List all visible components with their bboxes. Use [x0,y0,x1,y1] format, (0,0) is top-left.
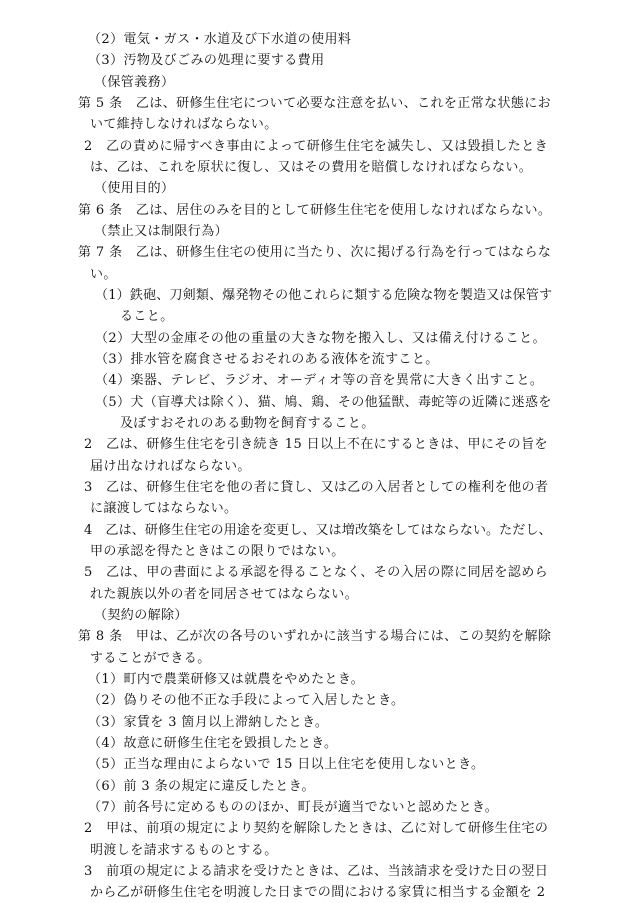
text-line: 甲の承認を得たときはこの限りではない。 [90,544,345,559]
list-item: （7）前各号に定めるもののほか、町長が適当でないと認めたとき。 [88,800,499,815]
list-item: （3）排水管を腐食させるおそれのある液体を流すこと。 [95,352,439,367]
text-line: 2 乙の責めに帰すべき事由によって研修生住宅を滅失し、又は毀損したとき [84,139,549,154]
text-line: （2）電気・ガス・水道及び下水道の使用料 [88,32,352,47]
list-item: （1）鉄砲、刀剣類、爆発物その他これらに類する危険な物を製造又は保管す [95,288,553,303]
text-line: は、乙は、これを原状に復し、又はその費用を賠償しなければならない。 [90,160,533,175]
text-line: 明渡しを請求するものとする。 [90,843,278,858]
list-item: （5）正当な理由によらないで 15 日以上住宅を使用しないとき。 [88,757,485,772]
article-line: 第 7 条 乙は、研修生住宅の使用に当たり、次に掲げる行為を行ってはならな [78,245,552,260]
text-line: 3 乙は、研修生住宅を他の者に貸し、又は乙の入居者としての権利を他の者 [84,480,549,495]
text-line: い。 [90,267,117,282]
list-item: （2）偽りその他不正な手段によって入居したとき。 [88,693,405,708]
text-line: 及ぼすおそれのある動物を飼育すること。 [120,416,375,431]
list-item: （4）故意に研修生住宅を毀損したとき。 [88,736,338,751]
list-item: （5）犬（盲導犬は除く）、猫、鳩、鶏、その他猛獣、毒蛇等の近隣に迷惑を [95,395,552,410]
text-line: れた親族以外の者を同居させてはならない。 [90,587,359,602]
list-item: （2）大型の金庫その他の重量の大きな物を搬入し、又は備え付けること。 [95,331,546,346]
article-line: 第 8 条 甲は、乙が次の各号のいずれかに該当する場合には、この契約を解除 [78,629,552,644]
text-line: （3）汚物及びごみの処理に要する費用 [88,53,325,68]
section-heading: （保管義務） [94,75,175,90]
text-line: することができる。 [90,651,211,666]
text-line: 2 甲は、前項の規定により契約を解除したときは、乙に対して研修生住宅の [84,821,549,836]
text-line: いて維持しなければならない。 [90,117,278,132]
text-line: 届け出なければならない。 [90,459,251,474]
text-line: 3 前項の規定による請求を受けたときは、乙は、当該請求を受けた日の翌日 [84,864,549,879]
text-line: に譲渡してはならない。 [90,501,238,516]
text-line: ること。 [120,309,174,324]
text-line: 2 乙は、研修生住宅を引き続き 15 日以上不在にするときは、甲にその旨を [84,437,548,452]
section-heading: （契約の解除） [94,608,188,623]
text-line: 5 乙は、甲の書面による承認を得ることなく、その入居の際に同居を認めら [84,565,549,580]
article-line: 第 5 条 乙は、研修生住宅について必要な注意を払い、これを正常な状態にお [78,96,552,111]
list-item: （4）楽器、テレビ、ラジオ、オーディオ等の音を異常に大きく出すこと。 [95,373,544,388]
list-item: （1）町内で農業研修又は就農をやめたとき。 [88,672,365,687]
section-heading: （禁止又は制限行為） [94,224,229,239]
list-item: （6）前 3 条の規定に違反したとき。 [88,779,315,794]
list-item: （3）家賃を 3 箇月以上滞納したとき。 [88,715,329,730]
article-line: 第 6 条 乙は、居住のみを目的として研修生住宅を使用しなければならない。 [78,203,552,218]
section-heading: （使用目的） [94,181,175,196]
text-line: から乙が研修生住宅を明渡した日までの間における家賃に相当する金額を 2 [90,885,546,900]
text-line: 4 乙は、研修生住宅の用途を変更し、又は増改築をしてはならない。ただし、 [84,523,552,538]
